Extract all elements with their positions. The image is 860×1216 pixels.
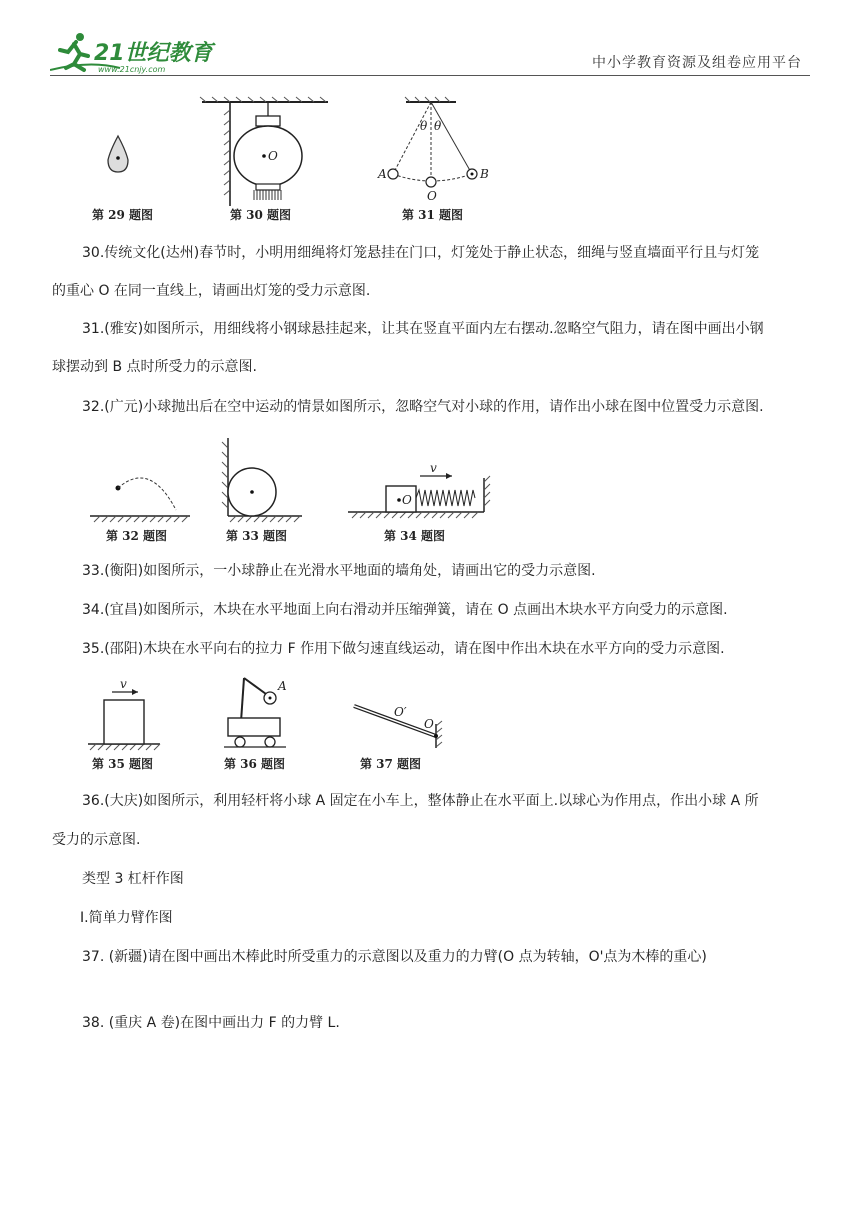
figure-32 [90, 478, 190, 543]
label-O-34: O [402, 493, 412, 507]
label-v-35: v [120, 677, 127, 691]
figure-row-1 [80, 96, 500, 226]
figure-31 [377, 97, 489, 222]
label-B-31: B [480, 167, 489, 181]
caption-31: 第 31 题图 [402, 208, 464, 222]
figure-row-2 [80, 430, 500, 550]
logo-text: 21世纪教育 [94, 41, 213, 66]
section-type-3: 类型 3 杠杆作图 [82, 871, 184, 887]
figure-row-3 [80, 672, 460, 782]
label-A-31: A [378, 167, 387, 181]
label-O-31: O [427, 189, 437, 203]
caption-30: 第 30 题图 [230, 208, 292, 222]
logo-url: www.21cnjy.com [98, 65, 166, 74]
question-36-line-1: 36.(大庆)如图所示，利用轻杆将小球 A 固定在小车上，整体静止在水平面上.以球心为作用点，作出小球 A 所 [82, 793, 759, 809]
subsection-1: Ⅰ.简单力臂作图 [80, 910, 173, 926]
caption-33: 第 33 题图 [226, 529, 288, 543]
question-30-line-1: 30.传统文化(达州)春节时，小明用细绳将灯笼悬挂在门口，灯笼处于静止状态，细绳与竖直墙面平行且与灯笼 [82, 245, 760, 261]
figure-33 [222, 438, 302, 543]
question-37: 37. (新疆)请在图中画出木棒此时所受重力的示意图以及重力的力臂(O 点为转轴，O'点为木棒的重心) [82, 949, 707, 965]
figure-29 [92, 136, 153, 222]
caption-29: 第 29 题图 [92, 208, 154, 222]
question-34: 34.(宜昌)如图所示，木块在水平地面上向右滑动并压缩弹簧，请在 O 点画出木块水平方向受力的示意图. [82, 602, 728, 618]
question-31-line-1: 31.(雅安)如图所示，用细线将小钢球悬挂起来，让其在竖直平面内左右摆动.忽略空气阻力，请在图中画出小钢 [82, 321, 764, 337]
page-header [0, 0, 860, 82]
platform-name: 中小学教育资源及组卷应用平台 [592, 55, 802, 71]
caption-35: 第 35 题图 [92, 757, 154, 771]
question-36-line-2: 受力的示意图. [52, 832, 141, 848]
caption-34: 第 34 题图 [384, 529, 446, 543]
question-38: 38. (重庆 A 卷)在图中画出力 F 的力臂 L. [82, 1015, 340, 1031]
question-30-line-2: 的重心 O 在同一直线上，请画出灯笼的受力示意图. [52, 283, 371, 299]
question-33: 33.(衡阳)如图所示，一小球静止在光滑水平地面的墙角处，请画出它的受力示意图. [82, 563, 596, 579]
figure-37 [354, 705, 442, 771]
caption-32: 第 32 题图 [106, 529, 168, 543]
figure-35 [88, 677, 160, 771]
site-logo [50, 30, 220, 76]
figure-30 [200, 97, 328, 222]
question-32: 32.(广元)小球抛出后在空中运动的情景如图所示，忽略空气对小球的作用，请作出小球在图中位置受力示意图. [82, 399, 764, 415]
label-v-34: v [430, 461, 437, 475]
label-theta-right: θ [434, 119, 442, 133]
label-theta-left: θ [420, 119, 428, 133]
figure-36 [224, 678, 287, 771]
figure-34 [348, 461, 490, 543]
label-O-30: O [268, 149, 278, 163]
question-35: 35.(邵阳)木块在水平向右的拉力 F 作用下做匀速直线运动，请在图中作出木块在水平方向的受力示意图. [82, 641, 725, 657]
header-divider [50, 75, 810, 76]
caption-37: 第 37 题图 [360, 757, 422, 771]
label-O-37: O [424, 717, 434, 731]
label-A-36: A [278, 679, 287, 693]
caption-36: 第 36 题图 [224, 757, 286, 771]
question-31-line-2: 球摆动到 B 点时所受力的示意图. [52, 359, 257, 375]
label-O-prime-37: O′ [394, 705, 407, 719]
